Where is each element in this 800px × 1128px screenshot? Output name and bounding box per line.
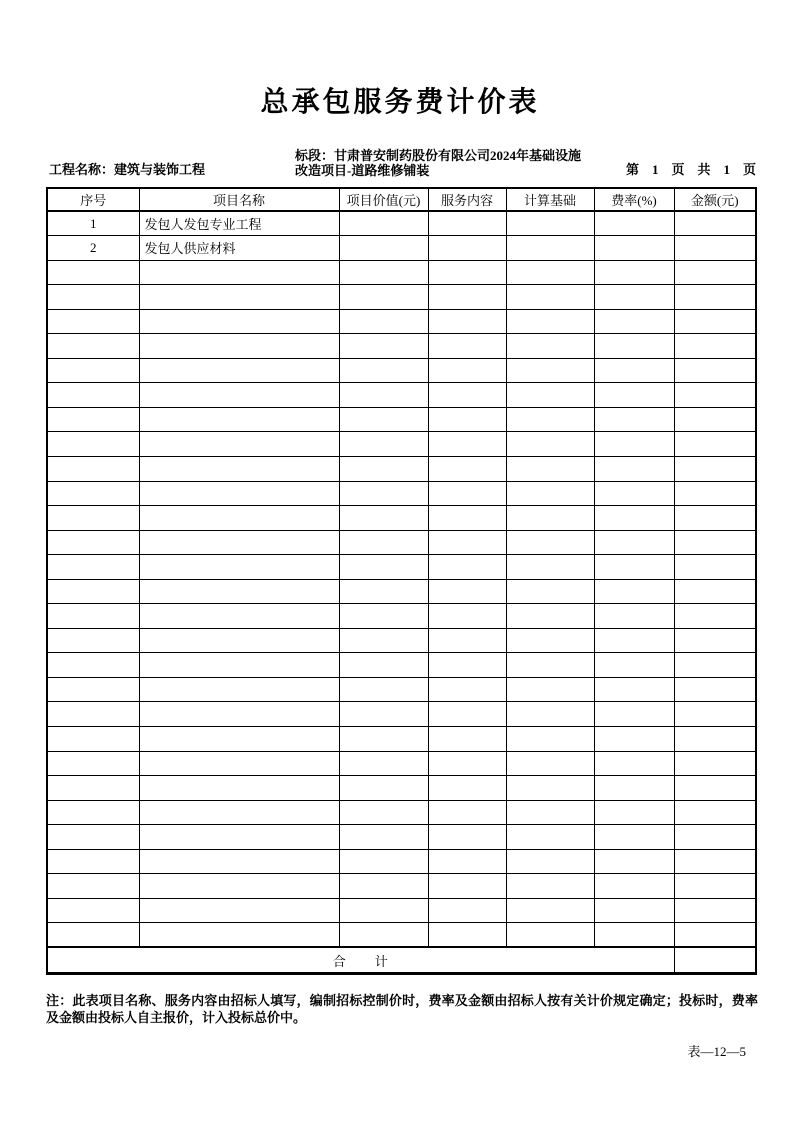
- cell-empty: [339, 677, 428, 702]
- cell-empty: [47, 358, 139, 383]
- cell-empty: [47, 407, 139, 432]
- cell-empty: [594, 751, 674, 776]
- table-footer: [47, 947, 756, 973]
- cell-empty: [428, 825, 506, 850]
- cell-empty: [674, 825, 756, 850]
- cell-empty: [506, 677, 594, 702]
- cell-empty: [339, 407, 428, 432]
- cell-empty: [428, 800, 506, 825]
- cell-empty: [594, 260, 674, 285]
- total-row: [47, 947, 756, 973]
- cell-empty: [674, 407, 756, 432]
- cell-empty: [139, 800, 339, 825]
- cell-empty: [428, 285, 506, 310]
- table-row-empty: [47, 334, 756, 359]
- cell-service: [428, 236, 506, 261]
- cell-empty: [594, 456, 674, 481]
- column-header: 项目名称: [139, 188, 339, 211]
- cell-empty: [506, 555, 594, 580]
- cell-empty: [506, 874, 594, 899]
- cell-empty: [339, 653, 428, 678]
- cell-empty: [47, 776, 139, 801]
- cell-empty: [594, 677, 674, 702]
- cell-empty: [506, 309, 594, 334]
- table-row-empty: [47, 285, 756, 310]
- cell-empty: [506, 285, 594, 310]
- cell-empty: [674, 677, 756, 702]
- cell-empty: [506, 530, 594, 555]
- cell-empty: [428, 874, 506, 899]
- cell-empty: [47, 874, 139, 899]
- cell-empty: [428, 530, 506, 555]
- cell-empty: [428, 407, 506, 432]
- total-amount-cell: [674, 947, 756, 973]
- form-code: 表—12—5: [687, 1044, 746, 1059]
- cell-empty: [674, 260, 756, 285]
- table-row-empty: [47, 481, 756, 506]
- cell-empty: [506, 432, 594, 457]
- cell-empty: [47, 285, 139, 310]
- table-row-empty: [47, 751, 756, 776]
- cell-empty: [594, 653, 674, 678]
- pricing-table: [46, 187, 757, 975]
- cell-empty: [594, 776, 674, 801]
- cell-empty: [594, 702, 674, 727]
- cell-empty: [139, 776, 339, 801]
- cell-empty: [47, 923, 139, 948]
- cell-empty: [594, 825, 674, 850]
- cell-empty: [506, 481, 594, 506]
- table-row-empty: [47, 825, 756, 850]
- cell-empty: [139, 285, 339, 310]
- page-number: 第 1 页 共 1 页: [625, 162, 756, 177]
- cell-empty: [139, 530, 339, 555]
- cell-empty: [339, 481, 428, 506]
- cell-empty: [506, 506, 594, 531]
- cell-empty: [139, 653, 339, 678]
- cell-empty: [428, 776, 506, 801]
- cell-empty: [339, 874, 428, 899]
- cell-empty: [339, 358, 428, 383]
- table-row-empty: [47, 849, 756, 874]
- cell-empty: [506, 923, 594, 948]
- cell-empty: [428, 628, 506, 653]
- cell-empty: [139, 874, 339, 899]
- cell-empty: [339, 309, 428, 334]
- cell-empty: [139, 334, 339, 359]
- cell-empty: [594, 555, 674, 580]
- cell-empty: [674, 923, 756, 948]
- table-row-empty: [47, 407, 756, 432]
- cell-empty: [594, 506, 674, 531]
- cell-empty: [139, 923, 339, 948]
- cell-empty: [47, 653, 139, 678]
- cell-empty: [47, 481, 139, 506]
- cell-amount: [674, 236, 756, 261]
- cell-empty: [506, 628, 594, 653]
- table-row-empty: [47, 383, 756, 408]
- cell-empty: [428, 334, 506, 359]
- cell-empty: [139, 751, 339, 776]
- cell-empty: [674, 702, 756, 727]
- cell-empty: [47, 506, 139, 531]
- cell-empty: [674, 579, 756, 604]
- cell-empty: [506, 358, 594, 383]
- cell-empty: [506, 383, 594, 408]
- cell-empty: [339, 628, 428, 653]
- table-row-empty: [47, 309, 756, 334]
- cell-empty: [339, 555, 428, 580]
- cell-empty: [428, 555, 506, 580]
- cell-empty: [506, 702, 594, 727]
- cell-empty: [428, 898, 506, 923]
- table-row-empty: [47, 898, 756, 923]
- cell-service: [428, 211, 506, 236]
- table-row-empty: [47, 726, 756, 751]
- cell-empty: [594, 726, 674, 751]
- table-row-empty: [47, 506, 756, 531]
- cell-empty: [139, 825, 339, 850]
- cell-empty: [674, 555, 756, 580]
- cell-empty: [674, 383, 756, 408]
- cell-empty: [339, 726, 428, 751]
- table-row-empty: [47, 923, 756, 948]
- cell-name: 发包人供应材料: [139, 236, 339, 261]
- table-row: [47, 236, 756, 261]
- cell-amount: [674, 211, 756, 236]
- cell-rate: [594, 211, 674, 236]
- cell-empty: [428, 260, 506, 285]
- cell-empty: [674, 309, 756, 334]
- cell-empty: [594, 407, 674, 432]
- cell-empty: [47, 825, 139, 850]
- cell-empty: [674, 604, 756, 629]
- cell-empty: [428, 358, 506, 383]
- cell-empty: [139, 579, 339, 604]
- cell-empty: [139, 481, 339, 506]
- cell-empty: [594, 604, 674, 629]
- cell-empty: [139, 309, 339, 334]
- section-line2: 改造项目-道路维修铺装: [295, 163, 430, 178]
- cell-empty: [139, 898, 339, 923]
- cell-empty: [339, 579, 428, 604]
- cell-empty: [339, 383, 428, 408]
- cell-empty: [139, 358, 339, 383]
- page-title: 总承包服务费计价表: [260, 87, 540, 118]
- cell-empty: [47, 309, 139, 334]
- cell-empty: [339, 604, 428, 629]
- table-row-empty: [47, 456, 756, 481]
- column-header: 项目价值(元): [339, 188, 428, 211]
- cell-empty: [428, 677, 506, 702]
- cell-empty: [594, 432, 674, 457]
- table-row-empty: [47, 702, 756, 727]
- cell-empty: [594, 530, 674, 555]
- total-label: 合 计: [47, 947, 674, 973]
- table-header: [47, 188, 756, 211]
- cell-empty: [428, 751, 506, 776]
- cell-empty: [674, 628, 756, 653]
- column-header: 计算基础: [506, 188, 594, 211]
- cell-empty: [47, 555, 139, 580]
- cell-empty: [339, 506, 428, 531]
- table-row-empty: [47, 653, 756, 678]
- cell-empty: [594, 898, 674, 923]
- table-row-empty: [47, 776, 756, 801]
- cell-empty: [594, 628, 674, 653]
- cell-empty: [339, 432, 428, 457]
- column-header: 金额(元): [674, 188, 756, 211]
- cell-empty: [506, 260, 594, 285]
- cell-empty: [139, 849, 339, 874]
- cell-empty: [428, 849, 506, 874]
- cell-empty: [47, 898, 139, 923]
- cell-empty: [339, 530, 428, 555]
- cell-empty: [506, 800, 594, 825]
- cell-empty: [674, 506, 756, 531]
- cell-empty: [428, 579, 506, 604]
- cell-empty: [674, 481, 756, 506]
- table-row-empty: [47, 800, 756, 825]
- cell-empty: [674, 726, 756, 751]
- cell-empty: [339, 456, 428, 481]
- cell-empty: [139, 726, 339, 751]
- table-row-empty: [47, 874, 756, 899]
- cell-empty: [506, 407, 594, 432]
- cell-empty: [339, 334, 428, 359]
- cell-empty: [594, 334, 674, 359]
- cell-empty: [594, 309, 674, 334]
- cell-empty: [428, 726, 506, 751]
- cell-empty: [674, 849, 756, 874]
- cell-empty: [506, 825, 594, 850]
- cell-empty: [339, 751, 428, 776]
- cell-empty: [47, 334, 139, 359]
- cell-empty: [506, 751, 594, 776]
- cell-seq: 2: [47, 236, 139, 261]
- cell-empty: [594, 923, 674, 948]
- cell-empty: [594, 481, 674, 506]
- column-header: 费率(%): [594, 188, 674, 211]
- cell-empty: [506, 334, 594, 359]
- cell-empty: [594, 579, 674, 604]
- cell-empty: [47, 432, 139, 457]
- cell-seq: 1: [47, 211, 139, 236]
- cell-empty: [139, 260, 339, 285]
- cell-empty: [139, 407, 339, 432]
- table-row-empty: [47, 432, 756, 457]
- cell-empty: [428, 702, 506, 727]
- cell-empty: [339, 825, 428, 850]
- cell-empty: [139, 456, 339, 481]
- cell-empty: [594, 800, 674, 825]
- cell-empty: [339, 923, 428, 948]
- table-row: [47, 211, 756, 236]
- table-row-empty: [47, 530, 756, 555]
- cell-empty: [428, 604, 506, 629]
- cell-empty: [428, 653, 506, 678]
- cell-empty: [674, 456, 756, 481]
- section-info: [295, 148, 581, 178]
- cell-empty: [339, 849, 428, 874]
- cell-empty: [674, 530, 756, 555]
- cell-empty: [139, 677, 339, 702]
- cell-empty: [674, 285, 756, 310]
- cell-value: [339, 236, 428, 261]
- cell-empty: [506, 726, 594, 751]
- column-header: 服务内容: [428, 188, 506, 211]
- cell-empty: [47, 260, 139, 285]
- cell-empty: [506, 456, 594, 481]
- cell-empty: [139, 628, 339, 653]
- table-meta: [46, 142, 756, 180]
- cell-empty: [594, 383, 674, 408]
- cell-empty: [428, 923, 506, 948]
- cell-empty: [139, 555, 339, 580]
- table-row-empty: [47, 358, 756, 383]
- cell-empty: [47, 579, 139, 604]
- cell-empty: [339, 898, 428, 923]
- cell-basis: [506, 211, 594, 236]
- cell-empty: [47, 604, 139, 629]
- cell-empty: [428, 481, 506, 506]
- cell-empty: [506, 579, 594, 604]
- cell-empty: [594, 285, 674, 310]
- cell-empty: [139, 604, 339, 629]
- cell-empty: [47, 456, 139, 481]
- table-row-empty: [47, 628, 756, 653]
- cell-empty: [47, 800, 139, 825]
- cell-empty: [47, 726, 139, 751]
- cell-empty: [506, 898, 594, 923]
- table-row-empty: [47, 579, 756, 604]
- cell-empty: [594, 358, 674, 383]
- cell-empty: [428, 432, 506, 457]
- cell-empty: [339, 285, 428, 310]
- table-row-empty: [47, 260, 756, 285]
- cell-empty: [674, 800, 756, 825]
- table-row-empty: [47, 677, 756, 702]
- section-line1: 标段：甘肃普安制药股份有限公司2024年基础设施: [295, 148, 582, 163]
- cell-empty: [47, 702, 139, 727]
- cell-empty: [506, 776, 594, 801]
- cell-empty: [428, 456, 506, 481]
- cell-empty: [506, 653, 594, 678]
- cell-empty: [139, 432, 339, 457]
- cell-empty: [47, 849, 139, 874]
- cell-empty: [674, 358, 756, 383]
- cell-empty: [47, 383, 139, 408]
- cell-empty: [674, 898, 756, 923]
- table-row-empty: [47, 604, 756, 629]
- cell-empty: [339, 702, 428, 727]
- cell-value: [339, 211, 428, 236]
- footnote: 注：此表项目名称、服务内容由招标人填写，编制招标控制价时，费率及金额由招标人按有关计价规定确定；投标时，费率及金额由投标人自主报价，计入投标总价中。: [46, 993, 758, 1025]
- cell-empty: [674, 653, 756, 678]
- cell-empty: [674, 874, 756, 899]
- cell-rate: [594, 236, 674, 261]
- cell-empty: [339, 800, 428, 825]
- cell-empty: [428, 506, 506, 531]
- cell-empty: [594, 874, 674, 899]
- cell-empty: [47, 751, 139, 776]
- cell-empty: [506, 849, 594, 874]
- cell-empty: [139, 702, 339, 727]
- cell-empty: [674, 776, 756, 801]
- cell-empty: [139, 383, 339, 408]
- cell-empty: [594, 849, 674, 874]
- column-header: 序号: [47, 188, 139, 211]
- cell-empty: [139, 506, 339, 531]
- cell-empty: [339, 776, 428, 801]
- project-name: 工程名称：建筑与装饰工程: [49, 162, 206, 177]
- cell-empty: [47, 677, 139, 702]
- header-row: [47, 188, 756, 211]
- cell-empty: [47, 530, 139, 555]
- cell-empty: [674, 751, 756, 776]
- cell-basis: [506, 236, 594, 261]
- cell-empty: [674, 432, 756, 457]
- table-row-empty: [47, 555, 756, 580]
- cell-empty: [339, 260, 428, 285]
- cell-empty: [47, 628, 139, 653]
- cell-empty: [674, 334, 756, 359]
- cell-name: 发包人发包专业工程: [139, 211, 339, 236]
- cell-empty: [428, 309, 506, 334]
- cell-empty: [428, 383, 506, 408]
- table-body: [47, 211, 756, 947]
- cell-empty: [506, 604, 594, 629]
